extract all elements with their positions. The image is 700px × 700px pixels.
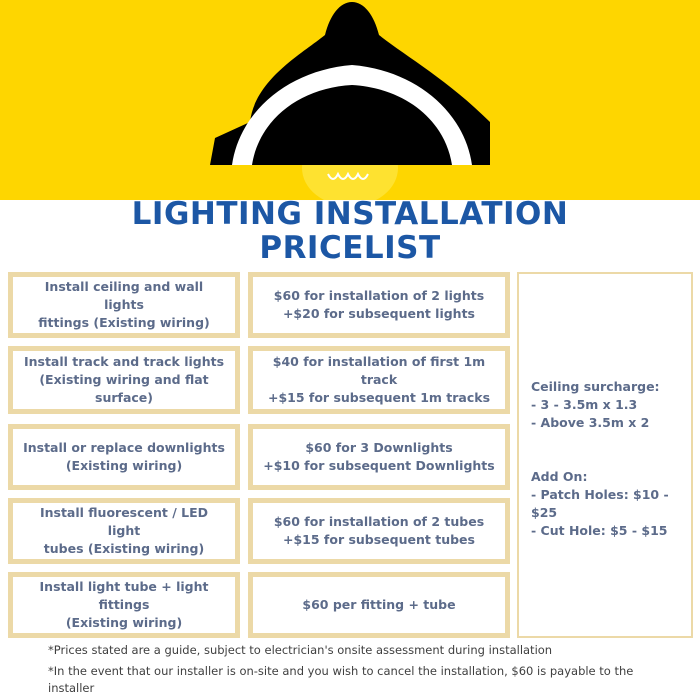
service-text: Install light tube + light fittings (Existing wiring) — [39, 579, 209, 630]
price-cell — [248, 572, 510, 638]
price-text: $60 per fitting + tube — [302, 597, 456, 612]
service-cell — [8, 424, 240, 490]
service-cell — [8, 272, 240, 338]
service-text: Install ceiling and wall lights fittings (Existing wiring) — [38, 279, 210, 330]
footnote-pricing: *Prices stated are a guide, subject to electrician's onsite assessment during installation — [48, 643, 553, 657]
price-text: $60 for installation of 2 lights +$20 for subsequent lights — [273, 288, 485, 321]
price-text: $60 for 3 Downlights +$10 for subsequent Downlights — [263, 440, 495, 473]
service-cell — [8, 498, 240, 564]
price-text: $60 for installation of 2 tubes +$15 for subsequent tubes — [273, 514, 485, 547]
surcharge-panel — [517, 272, 693, 638]
price-cell — [248, 346, 510, 414]
service-text: Install or replace downlights (Existing wiring) — [23, 440, 225, 473]
service-cell — [8, 572, 240, 638]
price-cell — [248, 272, 510, 338]
service-text: Install fluorescent / LED light tubes (Existing wiring) — [39, 505, 209, 556]
price-cell — [248, 424, 510, 490]
service-cell — [8, 346, 240, 414]
price-text: $40 for installation of first 1m track +$15 for subsequent 1m tracks — [267, 354, 491, 405]
add-on-text: Add On: - Patch Holes: $10 - $25 - Cut Hole: $5 - $15 — [531, 469, 669, 538]
ceiling-surcharge-text: Ceiling surcharge: - 3 - 3.5m x 1.3 - Above 3.5m x 2 — [531, 379, 660, 430]
price-cell — [248, 498, 510, 564]
pendant-lamp-icon — [0, 0, 700, 200]
page-title-line-1: LIGHTING INSTALLATION — [131, 196, 569, 232]
service-text: Install track and track lights (Existing wiring and flat surface) — [23, 354, 225, 405]
footnote-cancellation: *In the event that our installer is on-site and you wish to cancel the installation, $60 is payable to the installer — [48, 664, 634, 695]
page-title-line-2: PRICELIST — [259, 230, 441, 266]
